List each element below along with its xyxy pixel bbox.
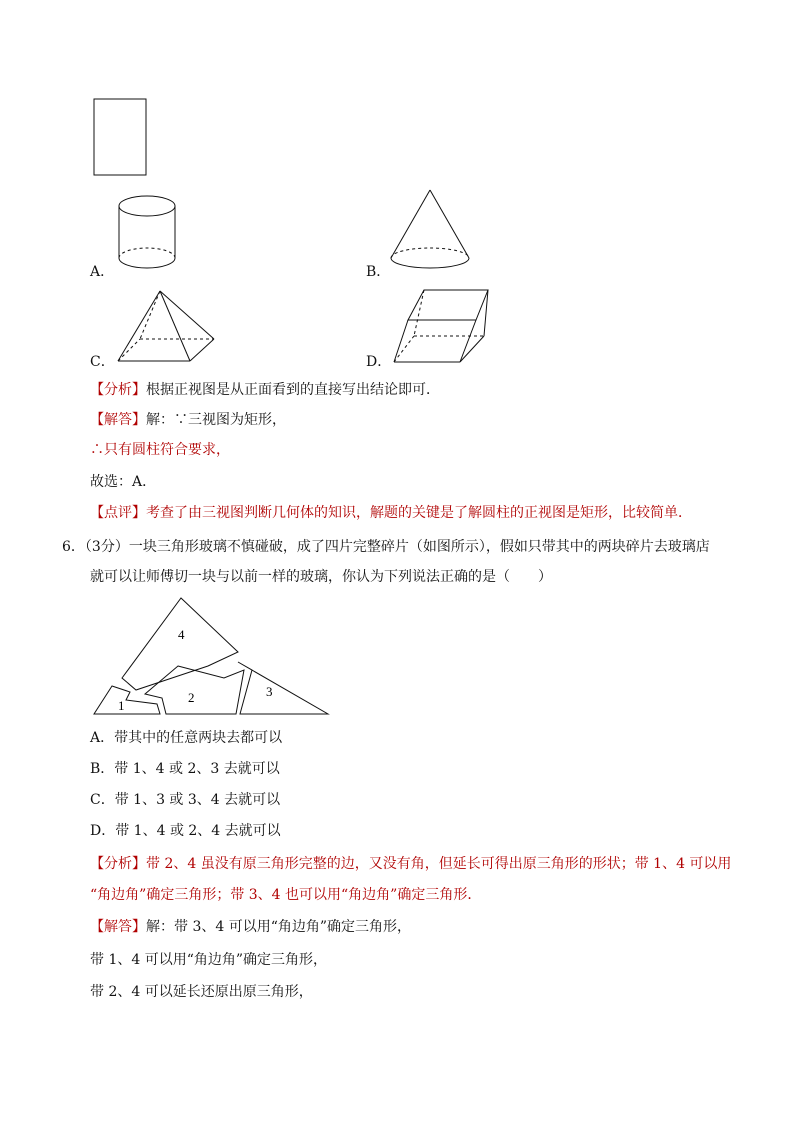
q6-analysis bbox=[90, 854, 731, 874]
q6-analysis-line2: “角边角”确定三角形；带 3、4 也可以用“角边角”确定三角形． bbox=[90, 887, 482, 903]
piece-label-1: 1 bbox=[118, 698, 125, 713]
q5-answer-line2: ∴只有圆柱符合要求， bbox=[90, 442, 230, 458]
q5-comment bbox=[90, 503, 692, 523]
q6-answer-line2: 带 1、4 可以用“角边角”确定三角形， bbox=[90, 952, 328, 968]
q6-analysis-text: 带 2、4 虽没有原三角形完整的边，又没有角，但延长可得出原三角形的形状；带 1、4 可以用 bbox=[146, 856, 732, 872]
analysis-tag: 【分析】 bbox=[90, 382, 146, 398]
q6-analysis-tag: 【分析】 bbox=[90, 856, 146, 872]
answer-tag: 【解答】 bbox=[90, 412, 146, 428]
q6-stem-line2: 就可以让师傅切一块与以前一样的玻璃，你认为下列说法正确的是（ ） bbox=[90, 569, 552, 585]
comment-tag: 【点评】 bbox=[90, 505, 146, 521]
piece-label-3: 3 bbox=[266, 684, 273, 699]
pyramid-figure bbox=[112, 287, 222, 367]
q5-analysis bbox=[90, 380, 440, 400]
front-view-rectangle-figure bbox=[92, 97, 152, 177]
q6-answer-tag: 【解答】 bbox=[90, 919, 146, 935]
piece-4 bbox=[122, 598, 238, 690]
q6-answer bbox=[90, 917, 411, 937]
option-b-label: B． bbox=[366, 264, 391, 280]
q6-option-a: A．带其中的任意两块去都可以 bbox=[90, 730, 283, 746]
q5-answer bbox=[90, 410, 286, 430]
frustum-figure bbox=[390, 288, 500, 368]
piece-label-2: 2 bbox=[188, 690, 195, 705]
q5-choose: 故选：A． bbox=[90, 474, 157, 490]
q6-stem-line1: 6．（3分）一块三角形玻璃不慎碰破，成了四片完整碎片（如图所示），假如只带其中的两块碎片去玻璃店 bbox=[62, 539, 710, 555]
q6-option-c: C．带 1、3 或 3、4 去就可以 bbox=[90, 792, 281, 808]
option-d-label: D． bbox=[366, 354, 392, 370]
q6-option-b: B．带 1、4 或 2、3 去就可以 bbox=[90, 761, 280, 777]
answer-text: 解：∵三视图为矩形， bbox=[146, 412, 286, 428]
comment-text: 考查了由三视图判断几何体的知识，解题的关键是了解圆柱的正视图是矩形，比较简单． bbox=[146, 505, 692, 521]
piece-2 bbox=[145, 666, 244, 714]
q6-answer-text: 解：带 3、4 可以用“角边角”确定三角形， bbox=[146, 919, 412, 935]
cylinder-figure bbox=[115, 192, 185, 272]
q6-answer-line3: 带 2、4 可以延长还原出原三角形， bbox=[90, 984, 313, 1000]
cone-figure bbox=[385, 188, 485, 278]
option-a-label: A． bbox=[90, 264, 115, 280]
q6-option-d: D．带 1、4 或 2、4 去就可以 bbox=[90, 823, 281, 839]
broken-triangle-figure bbox=[90, 594, 340, 724]
piece-label-4: 4 bbox=[178, 627, 185, 642]
piece-3 bbox=[238, 662, 328, 714]
analysis-text: 根据正视图是从正面看到的直接写出结论即可． bbox=[146, 382, 440, 398]
option-c-label: C． bbox=[90, 354, 115, 370]
